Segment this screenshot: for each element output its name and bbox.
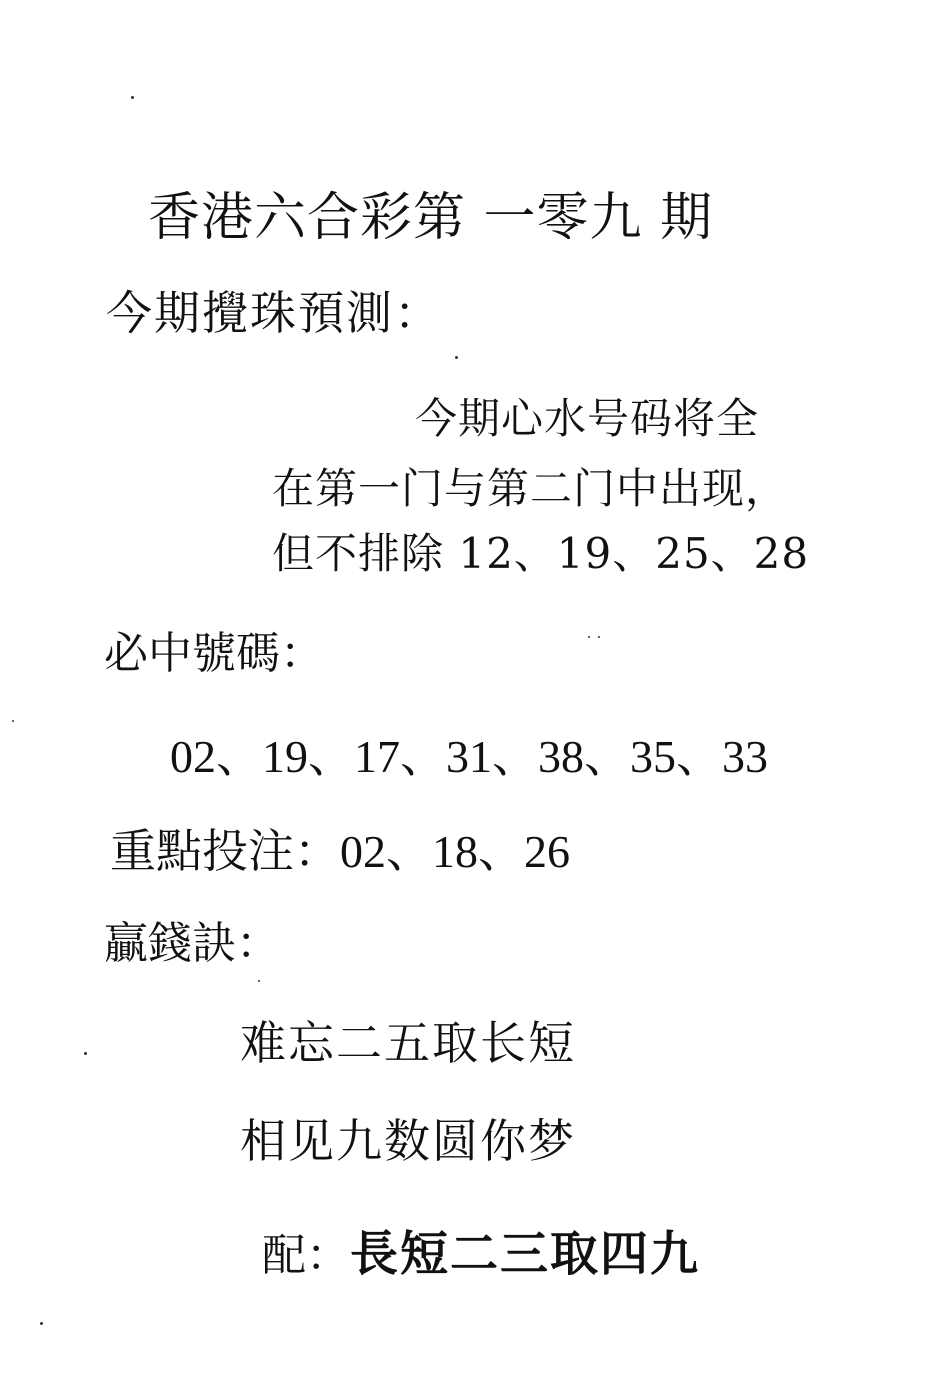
forecast-heading: 今期攪珠預測： bbox=[106, 286, 442, 340]
focus-bet-label: 重點投注： bbox=[110, 824, 340, 878]
win-secret-line-1: 难忘二五取长短 bbox=[240, 1016, 576, 1070]
match-value: 長短二三取四九 bbox=[350, 1226, 701, 1282]
match-line bbox=[262, 1226, 701, 1282]
win-secret-line-2: 相见九数圆你梦 bbox=[240, 1114, 576, 1168]
scan-speck bbox=[12, 720, 14, 722]
scan-speck bbox=[588, 636, 590, 638]
scan-speck bbox=[40, 1322, 43, 1325]
page-title: 香港六合彩第 一零九 期 bbox=[148, 188, 714, 248]
win-secret-label: 贏錢訣： bbox=[104, 918, 280, 969]
scan-speck bbox=[598, 636, 600, 638]
scan-speck bbox=[258, 980, 260, 982]
scan-speck bbox=[131, 96, 134, 99]
scan-speck bbox=[84, 1052, 87, 1055]
scan-speck bbox=[455, 356, 458, 359]
match-label: 配： bbox=[262, 1230, 350, 1281]
forecast-line-1: 今期心水号码将全 bbox=[415, 394, 760, 443]
forecast-line-2: 在第一门与第二门中出现， bbox=[272, 464, 789, 513]
must-win-numbers: 02、19、17、31、38、35、33 bbox=[170, 731, 768, 782]
focus-bet-numbers: 02、18、26 bbox=[340, 826, 570, 877]
must-win-label: 必中號碼： bbox=[104, 628, 324, 679]
forecast-line-3: 但不排除 12、19、25、28 bbox=[272, 529, 810, 578]
focus-bet-line bbox=[110, 824, 570, 878]
